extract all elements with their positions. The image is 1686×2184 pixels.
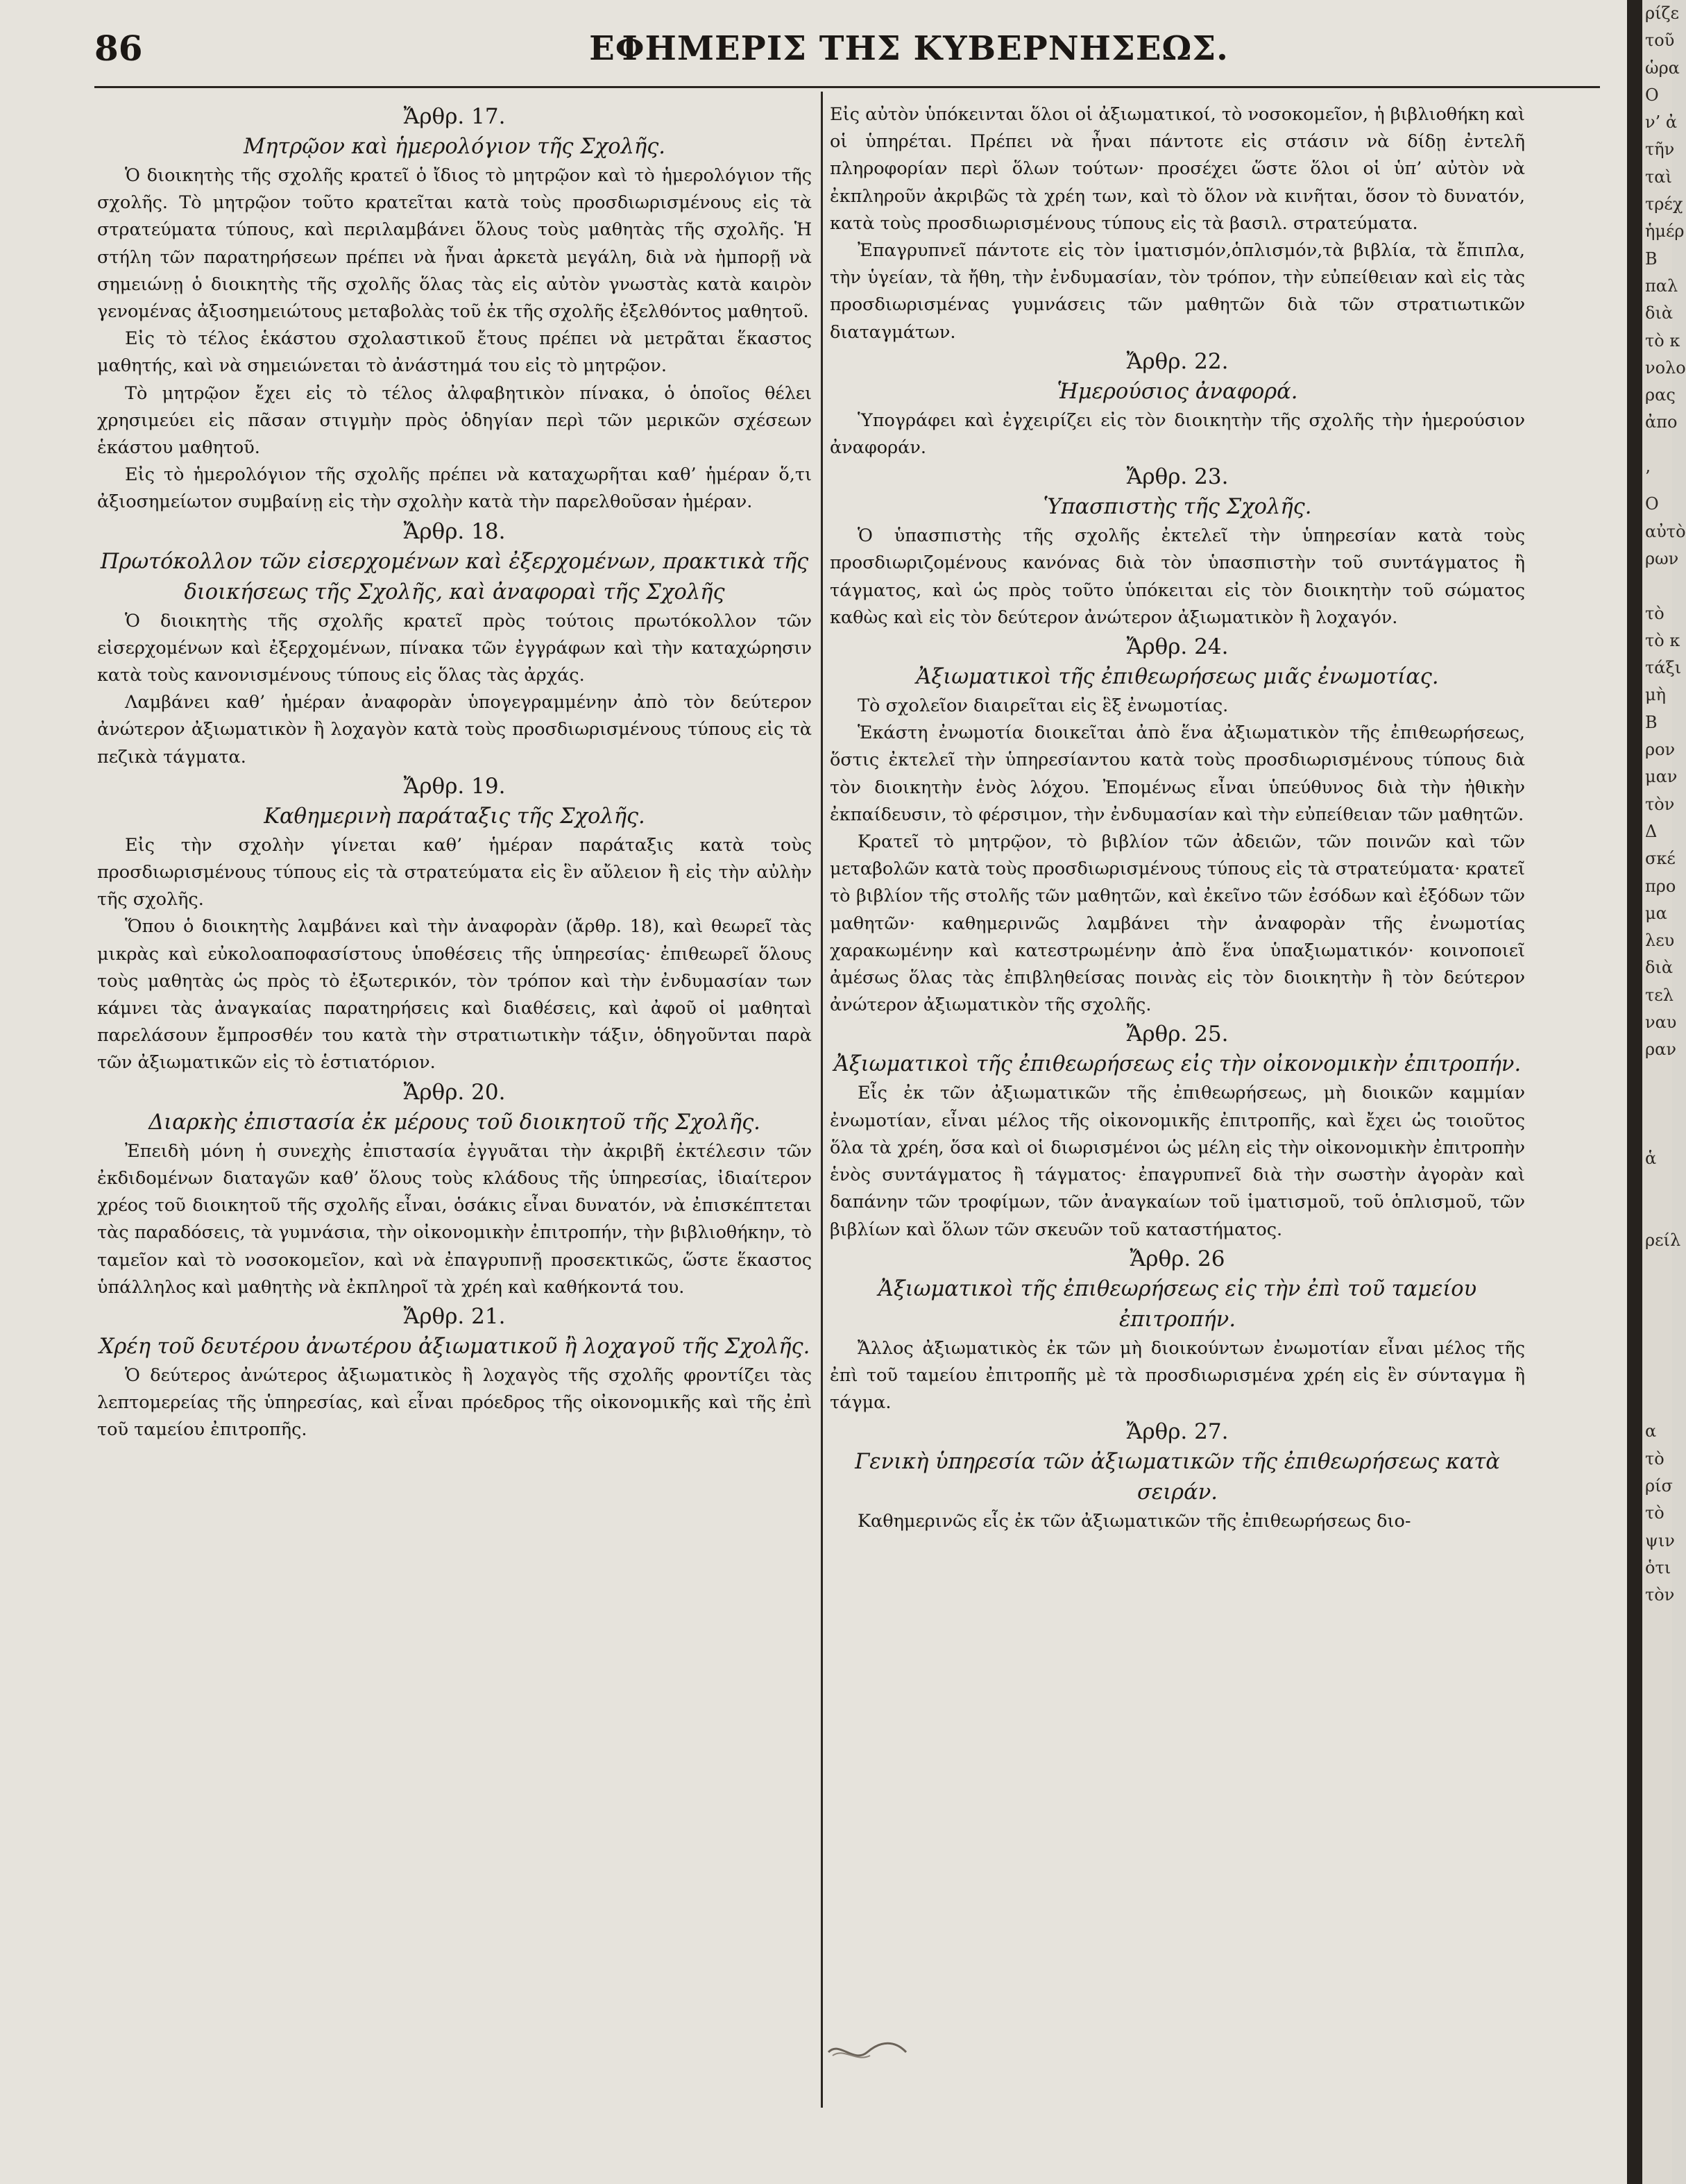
adjacent-page-fragment xyxy=(1642,1091,1672,1118)
header-rule xyxy=(94,86,1600,88)
adjacent-page-fragment xyxy=(1642,1173,1672,1200)
adjacent-page-fragment: νολο xyxy=(1645,357,1686,378)
adjacent-page-fragment: τὸν xyxy=(1645,1585,1675,1605)
article-paragraph: Ὁ ὑπασπιστὴς τῆς σχολῆς ἐκτελεῖ τὴν ὑπηρεσίαν κατὰ τοὺς προσδιωριζομένους κανόνας διὰ τὸν ὑπασπιστὴν τοῦ συντάγματος ἢ τάγματος, καὶ ὡς πρὸς τοῦτο ὑπόκειται εἰς τὸν διοικητὴν τοῦ σώματος καθὼς καὶ εἰς τὸν δεύτερον ἀνώτερον ἀξιωματικὸν ἢ λοχαγόν. xyxy=(830,525,1525,628)
adjacent-page-fragment: τὸν xyxy=(1645,794,1675,814)
adjacent-page-fragment xyxy=(1642,573,1672,600)
adjacent-page-fragment: ρων xyxy=(1645,548,1679,568)
article-paragraph: Τὸ σχολεῖον διαιρεῖται εἰς ἓξ ἐνωμοτίας. xyxy=(858,695,1229,717)
adjacent-page-fragment: Ο xyxy=(1645,85,1659,105)
article-paragraph: Ὅπου ὁ διοικητὴς λαμβάνει καὶ τὴν ἀναφορὰν (ἄρθρ. 18), καὶ θεωρεῖ τὰς μικρὰς καὶ εὐκολοαποφασίστους ὑποθέσεις τῆς ὑπηρεσίας· ἐπιθεωρεῖ ὅλους τοὺς μαθητὰς ὡς πρὸς τὸ ἐξωτερικόν, τὸν τρόπον καὶ τὴν ἐνδυμασίαν των κάμνει τὰς ἀναγκαίας παρατηρήσεις καὶ διαθέσεις, καὶ ἀφοῦ οἱ μαθηταὶ παρελάσουν ἔμπροσθέν του κατὰ τὴν στρατιωτικὴν τάξιν, ὁδηγοῦνται παρὰ τῶν ἀξιωματικῶν εἰς τὸ ἑστιατόριον. xyxy=(97,916,812,1074)
article-number: Ἄρθρ. 21. xyxy=(403,1303,506,1329)
adjacent-page-fragment: τελ xyxy=(1645,985,1674,1005)
article-number: Ἄρθρ. 25. xyxy=(1126,1022,1229,1047)
adjacent-page-fragment: σκέ xyxy=(1645,849,1676,869)
adjacent-page-fragment: Β xyxy=(1645,712,1658,732)
adjacent-page-fragment: ναυ xyxy=(1645,1012,1677,1032)
article-paragraph: Καθημερινῶς εἷς ἐκ τῶν ἀξιωματικῶν τῆς ἐπιθεωρήσεως διο- xyxy=(858,1511,1411,1532)
article-heading: Ἀξιωματικοὶ τῆς ἐπιθεωρήσεως μιᾶς ἐνωμοτίας. xyxy=(916,665,1439,690)
article-paragraph: Ὑπογράφει καὶ ἐγχειρίζει εἰς τὸν διοικητὴν τῆς σχολῆς τὴν ἡμερούσιον ἀναφοράν. xyxy=(830,409,1525,459)
adjacent-page-fragment: προ xyxy=(1645,876,1676,896)
adjacent-page-fragment: ἀπο xyxy=(1645,412,1678,432)
adjacent-page-fragment: τοῦ xyxy=(1645,31,1675,51)
article-paragraph: Ὁ δεύτερος ἀνώτερος ἀξιωματικὸς ἢ λοχαγὸς τῆς σχολῆς φροντίζει τὰς λεπτομερείας τῆς ὑπηρεσίας, καὶ εἶναι πρόεδρος τῆς οἰκονομικῆς καὶ τῆς ἐπὶ τοῦ ταμείου ἐπιτροπῆς. xyxy=(97,1364,812,1441)
adjacent-page-fragment: μα xyxy=(1645,903,1667,923)
adjacent-page-fragment: τὸ κ xyxy=(1645,330,1680,350)
article-heading: Ἀξιωματικοὶ τῆς ἐπιθεωρήσεως εἰς τὴν οἰκονομικὴν ἐπιτροπήν. xyxy=(833,1052,1522,1077)
adjacent-page-fragment: τρέχ xyxy=(1645,194,1683,214)
adjacent-page-fragment: τῆν xyxy=(1645,139,1675,160)
article-paragraph: Εἰς τὸ τέλος ἑκάστου σχολαστικοῦ ἔτους πρέπει νὰ μετρᾶται ἕκαστος μαθητής, καὶ νὰ σημειώνεται τὸ ἀνάστημά του εἰς τὸ μητρῷον. xyxy=(97,328,812,377)
adjacent-page-fragment: ὡρα xyxy=(1645,58,1680,78)
article-heading: Πρωτόκολλον τῶν εἰσερχομένων καὶ ἐξερχομένων, πρακτικὰ τῆς διοικήσεως τῆς Σχολῆς, καὶ ἀναφοραὶ τῆς Σχολῆς xyxy=(100,549,809,604)
adjacent-page-fragment: ἡμέρ xyxy=(1645,221,1685,242)
adjacent-page-fragment: παλ xyxy=(1645,276,1678,296)
article-number: Ἄρθρ. 19. xyxy=(403,773,506,799)
printer-ornament-icon xyxy=(826,2035,909,2069)
article-heading: Διαρκὴς ἐπιστασία ἐκ μέρους τοῦ διοικητοῦ τῆς Σχολῆς. xyxy=(148,1110,760,1135)
article-paragraph: Τὸ μητρῷον ἔχει εἰς τὸ τέλος ἀλφαβητικὸν πίνακα, ὁ ὁποῖος θέλει χρησιμεύει εἰς πᾶσαν στιγμὴν πρὸς ὁδηγίαν περὶ τῶν μερικῶν σχέσεων ἑκάστου μαθητοῦ. xyxy=(97,382,812,459)
adjacent-page-fragment xyxy=(1642,1364,1672,1391)
article-paragraph: Ὁ διοικητὴς τῆς σχολῆς κρατεῖ πρὸς τούτοις πρωτόκολλον τῶν εἰσερχομένων καὶ ἐξερχομένων, πίνακα τῶν ἐγγράφων καὶ τὴν καταχώρησιν κατὰ τοὺς κανονισμένους τύπους εἰς ὅλας τὰς ἀρχάς. xyxy=(97,610,812,686)
article-paragraph: Ὁ διοικητὴς τῆς σχολῆς κρατεῖ ὁ ἴδιος τὸ μητρῷον καὶ τὸ ἡμερολόγιον τῆς σχολῆς. Τὸ μητρῷον τοῦτο κρατεῖται κατὰ τοὺς προσδιωρισμένους εἰς τὰ στρατεύματα τύπους, καὶ περιλαμβάνει ὅλους τοὺς μαθητὰς τῆς σχολῆς. Ἡ στήλη τῶν παρατηρήσεων πρέπει νὰ ἦναι ἀρκετὰ μεγάλη, διὰ νὰ ἠμπορῇ νὰ σημειώνῃ ὁ διοικητὴς τῆς σχολῆς ὅλας τὰς εἰς αὐτὸν γνωστὰς κατὰ καιρὸν γενομένας ἀξιοσημειώτους μεταβολὰς τοῦ ἐκ τῆς σχολῆς ἐξελθόντος μαθητοῦ. xyxy=(97,165,812,323)
article-heading: Ἡμερούσιος ἀναφορά. xyxy=(1057,379,1298,404)
article-heading: Ἀξιωματικοὶ τῆς ἐπιθεωρήσεως εἰς τὴν ἐπὶ τοῦ ταμείου ἐπιτροπήν. xyxy=(878,1276,1477,1332)
article-paragraph: Ἐπειδὴ μόνη ἡ συνεχὴς ἐπιστασία ἐγγυᾶται τὴν ἀκριβῆ ἐκτέλεσιν τῶν ἐκδιδομένων διαταγῶν καθ’ ὅλους τοὺς κλάδους τῆς ὑπηρεσίας, ἰδιαίτερον χρέος τοῦ διοικητοῦ τῆς σχολῆς εἶναι, ὁσάκις εἶναι δυνατόν, νὰ ἐπισκέπτεται τὰς παραδόσεις, τὰ γυμνάσια, τὴν οἰκονομικὴν ἐπιτροπήν, τὴν βιβλιοθήκην, τὸ ταμεῖον καὶ τὸ νοσοκομεῖον, καὶ νὰ ἐπαγρυπνῇ προσεκτικῶς, ὥστε ἕκαστος ὑπάλληλος καὶ μαθητὴς νὰ ἐκπληροῖ τὰ χρέη καὶ καθήκοντά του. xyxy=(97,1140,812,1298)
adjacent-page-fragment xyxy=(1642,1118,1672,1145)
adjacent-page-fragment: ὁτι xyxy=(1645,1557,1671,1577)
adjacent-page-edge xyxy=(1642,0,1686,2184)
article-number: Ἄρθρ. 22. xyxy=(1126,348,1229,374)
article-paragraph: Εἰς αὐτὸν ὑπόκεινται ὅλοι οἱ ἀξιωματικοί, τὸ νοσοκομεῖον, ἡ βιβλιοθήκη καὶ οἱ ὑπηρέται. Πρέπει νὰ ἦναι πάντοτε εἰς στάσιν νὰ δίδῃ ἐντελῆ πληροφορίαν περὶ ὅλων τούτων· προσέχει ὥστε ὅλοι οἱ ὑπ’ αὐτὸν νὰ ἐκπληροῦν ἀκριβῶς τὰ χρέη των, καὶ τὸ ὅλον νὰ κινῆται, ὅσον τὸ δυνατόν, κατὰ τοὺς προσδιωρισμένους τύπους εἰς τὰ βασιλ. στρατεύματα. xyxy=(830,104,1525,234)
adjacent-page-fragment: Ο xyxy=(1645,494,1659,514)
right-column xyxy=(830,101,1525,1536)
article-number: Ἄρθρ. 20. xyxy=(403,1079,506,1105)
adjacent-page-fragment xyxy=(1642,437,1672,464)
adjacent-page-fragment xyxy=(1642,1282,1672,1309)
adjacent-page-fragment xyxy=(1642,1391,1672,1418)
article-number: Ἄρθρ. 17. xyxy=(403,104,506,129)
article-paragraph: Εἰς τὴν σχολὴν γίνεται καθ’ ἡμέραν παράταξις κατὰ τοὺς προσδιωρισμένους τύπους εἰς τὰ στρατεύματα εἰς ἓν αὔλειον ἢ εἰς τὴν αὐλὴν τῆς σχολῆς. xyxy=(97,834,812,911)
article-number: Ἄρθρ. 24. xyxy=(1126,634,1229,660)
column-divider xyxy=(821,92,823,2108)
adjacent-page-fragment: ’ xyxy=(1645,467,1651,487)
adjacent-page-fragment: αὐτὸ xyxy=(1645,521,1686,541)
article-paragraph: Κρατεῖ τὸ μητρῷον, τὸ βιβλίον τῶν ἀδειῶν, τῶν ποινῶν καὶ τῶν μεταβολῶν κατὰ τοὺς προσδιωρισμένους τύπους εἰς τὰ στρατεύματα· κρατεῖ τὸ βιβλίον τῆς στολῆς τῶν μαθητῶν, καὶ ἐκεῖνο τῶν ἐσόδων καὶ ἐξόδων τῶν μαθητῶν· καθημερινῶς λαμβάνει τὴν ἀναφορὰν τῆς ἐνωμοτίας χαρακωμένην καὶ κατεστρωμένην ἀπὸ ἕνα ὑπαξιωματικόν· κοινοποιεῖ ἀμέσως ὅλας τὰς ἐπιβληθείσας ποινὰς εἰς τὸν διοικητὴν ἢ τὸν δεύτερον ἀνώτερον ἀξιωματικὸν τῆς σχολῆς. xyxy=(830,831,1525,1016)
article-number: Ἄρθρ. 26 xyxy=(1130,1246,1225,1271)
adjacent-page-fragment: τὸ xyxy=(1645,1448,1664,1468)
running-head-title: ΕΦΗΜΕΡΙΣ ΤΗΣ ΚΥΒΕΡΝΗΣΕΩΣ. xyxy=(589,29,1229,68)
article-paragraph: Ἑκάστη ἐνωμοτία διοικεῖται ἀπὸ ἕνα ἀξιωματικὸν τῆς ἐπιθεωρήσεως, ὅστις ἐκτελεῖ τὴν ὑπηρεσίαντου κατὰ τοὺς προσδιωρισμένους τύπους διὰ τὸν διοικητὴν ἑνὸς λόχου. Ἐπομένως εἶναι ὑπεύθυνος διὰ τὴν ἠθικὴν ἐκπαίδευσιν, τὸ φέρσιμον, τὴν ἐνδυμασίαν καὶ τὴν εὐπείθειαν τῶν μαθητῶν. xyxy=(830,722,1525,825)
adjacent-page-fragment: τάξι xyxy=(1645,658,1682,678)
adjacent-page-fragment: ρας xyxy=(1645,385,1676,405)
adjacent-page-fragment xyxy=(1642,1200,1672,1227)
adjacent-page-fragment: διὰ xyxy=(1645,303,1674,323)
adjacent-page-fragment: διὰ xyxy=(1645,958,1674,978)
article-paragraph: Ἐπαγρυπνεῖ πάντοτε εἰς τὸν ἱματισμόν,ὁπλισμόν,τὰ βιβλία, τὰ ἔπιπλα, τὴν ὑγείαν, τὰ ἤθη, τὴν ἐνδυμασίαν, τὸν τρόπον, τὴν εὐπείθειαν καὶ εἰς τὰς προσδιωρισμένας γυμνάσεις τῶν μαθητῶν διὰ τῶν στρατιωτικῶν διαταγμάτων. xyxy=(830,240,1525,343)
adjacent-page-fragment: ψιν xyxy=(1645,1530,1675,1550)
adjacent-page-fragment: ρείλ xyxy=(1645,1230,1681,1251)
adjacent-page-fragment xyxy=(1642,1255,1672,1282)
article-paragraph: Εἷς ἐκ τῶν ἀξιωματικῶν τῆς ἐπιθεωρήσεως, μὴ διοικῶν καμμίαν ἐνωμοτίαν, εἶναι μέλος τῆς οἰκονομικῆς ἐπιτροπῆς, καὶ ἔχει ὡς τοιοῦτος ὅλα τὰ χρέη, ὅσα καὶ οἱ διωρισμένοι ὡς μέλη εἰς τὴν οἰκονομικὴν ἐπιτροπὴν ἑνὸς συντάγματος ἢ τάγματος· ἐπαγρυπνεῖ διὰ τὴν σωστὴν ἀγορὰν καὶ δαπάνην τῶν τροφίμων, τῶν ἀναγκαίων τοῦ ἱματισμοῦ, τοῦ ὁπλισμοῦ, τῶν βιβλίων καὶ ὅλων τῶν σκευῶν τοῦ καταστήματος. xyxy=(830,1083,1525,1240)
adjacent-page-fragment: λευ xyxy=(1645,931,1675,951)
adjacent-page-fragment: τὸ xyxy=(1645,603,1664,623)
adjacent-page-fragment xyxy=(1642,1064,1672,1091)
adjacent-page-fragment: ραν xyxy=(1645,1040,1676,1060)
article-heading: Καθημερινὴ παράταξις τῆς Σχολῆς. xyxy=(264,804,645,829)
article-heading: Μητρῷον καὶ ἡμερολόγιον τῆς Σχολῆς. xyxy=(244,135,665,159)
adjacent-page-fragment: α xyxy=(1645,1421,1657,1441)
adjacent-page-fragment: Δ xyxy=(1645,821,1658,841)
article-heading: Γενικὴ ὑπηρεσία τῶν ἀξιωματικῶν τῆς ἐπιθεωρήσεως κατὰ σειράν. xyxy=(855,1450,1500,1505)
adjacent-page-fragment: ν’ ἀ xyxy=(1645,112,1678,133)
article-paragraph: Λαμβάνει καθ’ ἡμέραν ἀναφορὰν ὑπογεγραμμένην ἀπὸ τὸν δεύτερον ἀνώτερον ἀξιωματικὸν ἢ λοχαγὸν κατὰ τοὺς προσδιωρισμένους τύπους εἰς τὰ πεζικὰ τάγματα. xyxy=(97,692,812,768)
article-paragraph: Ἄλλος ἀξιωματικὸς ἐκ τῶν μὴ διοικούντων ἐνωμοτίαν εἶναι μέλος τῆς ἐπὶ τοῦ ταμείου ἐπιτροπῆς μὲ τὰ προσδιωρισμένα χρέη εἰς ἓν σύνταγμα ἢ τάγμα. xyxy=(830,1337,1525,1414)
article-paragraph: Εἰς τὸ ἡμερολόγιον τῆς σχολῆς πρέπει νὰ καταχωρῆται καθ’ ἡμέραν ὅ,τι ἀξιοσημείωτον συμβαίνῃ εἰς τὴν σχολὴν κατὰ τὴν παρελθοῦσαν ἡμέραν. xyxy=(97,464,812,513)
page-number: 86 xyxy=(94,28,143,69)
adjacent-page-fragment: μαν xyxy=(1645,767,1678,787)
adjacent-page-fragment: ταὶ xyxy=(1645,167,1672,187)
adjacent-page-fragment xyxy=(1642,1337,1672,1364)
article-number: Ἄρθρ. 23. xyxy=(1126,464,1229,490)
adjacent-page-fragment: ρίσ xyxy=(1645,1476,1673,1496)
adjacent-page-fragment: μὴ xyxy=(1645,685,1666,705)
adjacent-page-fragment xyxy=(1642,1309,1672,1336)
article-heading: Ὑπασπιστὴς τῆς Σχολῆς. xyxy=(1043,495,1312,520)
adjacent-page-fragment: Β xyxy=(1645,248,1658,269)
left-column xyxy=(97,101,812,1444)
article-number: Ἄρθρ. 27. xyxy=(1126,1419,1229,1445)
article-heading: Χρέη τοῦ δευτέρου ἀνωτέρου ἀξιωματικοῦ ἢ λοχαγοῦ τῆς Σχολῆς. xyxy=(99,1334,810,1359)
adjacent-page-fragment: τὸ xyxy=(1645,1503,1664,1523)
adjacent-page-fragment: ρίζε xyxy=(1645,3,1679,23)
adjacent-page-fragment: ρον xyxy=(1645,740,1676,760)
adjacent-page-fragment: ἁ xyxy=(1645,1149,1657,1169)
article-number: Ἄρθρ. 18. xyxy=(403,518,506,544)
adjacent-page-fragment: τὸ κ xyxy=(1645,630,1680,650)
binding-gutter xyxy=(1627,0,1642,2184)
